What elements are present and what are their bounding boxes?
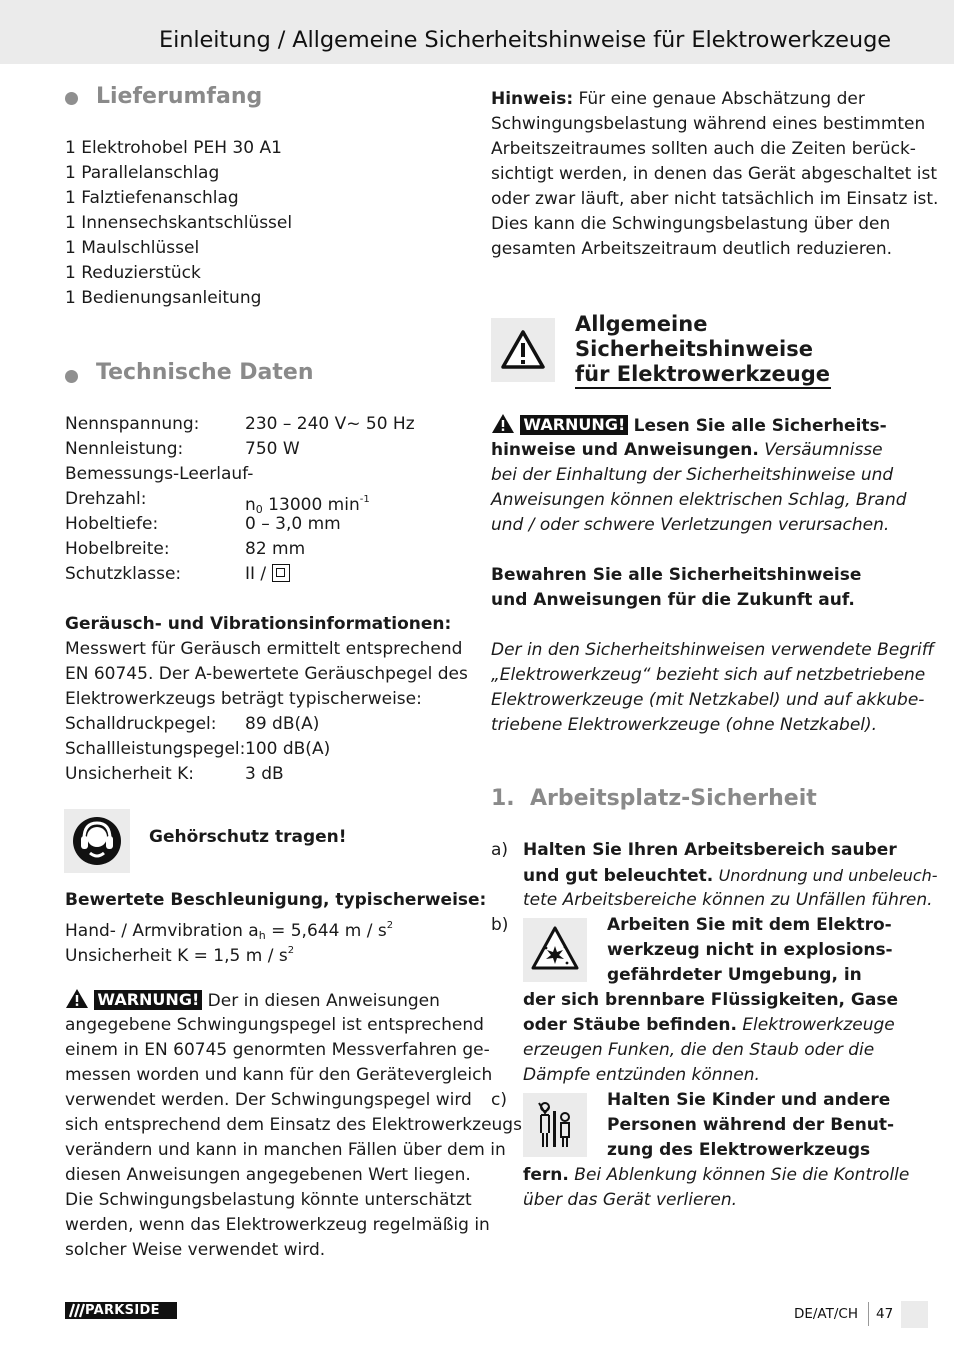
ear-protection-icon bbox=[64, 809, 130, 873]
allgemeine-title-line: Sicherheitshinweise bbox=[575, 337, 813, 361]
uncertainty-sup: 2 bbox=[287, 945, 295, 956]
spec-value: 750 W bbox=[245, 439, 300, 459]
item-c-bold: zung des Elektrowerkzeugs bbox=[607, 1140, 871, 1160]
item-b-line bbox=[523, 1013, 895, 1038]
keep-children-away-icon bbox=[523, 1093, 587, 1157]
spec-label: Schutzklasse: bbox=[65, 564, 182, 584]
gehoerschutz-text: Gehörschutz tragen! bbox=[149, 827, 347, 847]
allgemeine-title-underline bbox=[575, 387, 831, 389]
text-line: bei der Einhaltung der Sicherheitshinweise und bbox=[491, 465, 894, 485]
text-line: Elektrowerkzeugs beträgt typischerweise: bbox=[65, 689, 422, 709]
hinweis-label: Hinweis: bbox=[491, 89, 574, 109]
item-c-bold: Personen während der Benut- bbox=[607, 1115, 895, 1135]
item-a-bold: Halten Sie Ihren Arbeitsbereich sauber bbox=[523, 840, 897, 860]
hinweis-text: Für eine genaue Abschätzung der bbox=[578, 89, 865, 109]
spec-value: 82 mm bbox=[245, 539, 306, 559]
list-marker: b) bbox=[491, 915, 509, 935]
explosion-hazard-icon bbox=[523, 918, 587, 982]
text-line: Arbeitszeitraumes sollten auch die Zeiten berück- bbox=[491, 139, 916, 159]
text-line: einem in EN 60745 genormten Messverfahren ge- bbox=[65, 1040, 490, 1060]
page-title: Einleitung / Allgemeine Sicherheitshinweise für Elektrowerkzeuge bbox=[158, 27, 891, 53]
text-line: Anweisungen können elektrischen Schlag, Brand bbox=[491, 490, 907, 510]
warning-italic-text: Versäumnisse bbox=[764, 440, 883, 460]
text-line: „Elektrowerkzeug“ bezieht sich auf netzbetriebene bbox=[491, 665, 926, 685]
spec-label: Nennleistung: bbox=[65, 439, 184, 459]
bewahren-line: und Anweisungen für die Zukunft auf. bbox=[491, 590, 855, 610]
text-line: Elektrowerkzeuge (mit Netzkabel) und auf akkube- bbox=[491, 690, 925, 710]
lieferumfang-item: 1 Parallelanschlag bbox=[65, 163, 220, 183]
heading-arbeitsplatz: 1. Arbeitsplatz-Sicherheit bbox=[491, 786, 817, 811]
item-b-bold: oder Stäube befinden. bbox=[523, 1015, 737, 1035]
spec-value bbox=[245, 562, 290, 587]
vibration-sup: 2 bbox=[386, 920, 394, 931]
noise-label: Schalldruckpegel: bbox=[65, 714, 217, 734]
heading-beschleunigung: Bewertete Beschleunigung, typischerweise: bbox=[65, 890, 487, 910]
heading-technische-daten: Technische Daten bbox=[96, 360, 314, 385]
allgemeine-title-line: Allgemeine bbox=[575, 312, 708, 336]
spec-label: Bemessungs-Leerlauf- bbox=[65, 464, 254, 484]
warning-triangle-icon bbox=[491, 318, 555, 382]
item-c-italic: über das Gerät verlieren. bbox=[523, 1190, 738, 1210]
text-line: verändern und kann in manchen Fällen über dem in bbox=[65, 1140, 506, 1160]
section-bullet bbox=[65, 92, 78, 105]
item-c-bold: fern. bbox=[523, 1165, 569, 1185]
item-b-italic: Elektrowerkzeuge bbox=[742, 1015, 895, 1035]
text-line: verwendet werden. Der Schwingungspegel wird bbox=[65, 1090, 472, 1110]
text-line: sich entsprechend dem Einsatz des Elektrowerkzeugs bbox=[65, 1115, 522, 1135]
text-line: angegebene Schwingungspegel ist entsprechend bbox=[65, 1015, 484, 1035]
protection-class-icon bbox=[272, 564, 290, 582]
spec-value-main: II / bbox=[245, 564, 272, 584]
vibration-sub: h bbox=[258, 929, 266, 942]
warning-badge: WARNUNG! bbox=[94, 990, 202, 1010]
item-a-line bbox=[523, 863, 938, 889]
text-line: diesen Anweisungen angegebenen Wert liegen. bbox=[65, 1165, 471, 1185]
item-c-italic: Bei Ablenkung können Sie die Kontrolle bbox=[574, 1165, 910, 1185]
item-b-italic: Dämpfe entzünden können. bbox=[523, 1065, 760, 1085]
noise-value: 100 dB(A) bbox=[245, 739, 331, 759]
item-c-line bbox=[523, 1163, 909, 1188]
lieferumfang-item: 1 Bedienungsanleitung bbox=[65, 288, 262, 308]
country-codes: DE/AT/CH bbox=[793, 1306, 858, 1322]
brand-name: PARKSIDE bbox=[85, 1303, 160, 1318]
text-line: solcher Weise verwendet wird. bbox=[65, 1240, 326, 1260]
text-line: triebene Elektrowerkzeuge (ohne Netzkabel). bbox=[491, 715, 878, 735]
item-b-italic: erzeugen Funken, die den Staub oder die bbox=[523, 1040, 875, 1060]
item-b-bold: Arbeiten Sie mit dem Elektro- bbox=[607, 915, 892, 935]
lieferumfang-item: 1 Innensechskantschlüssel bbox=[65, 213, 293, 233]
spec-value-sup: -1 bbox=[359, 494, 370, 505]
item-b-bold: werkzeug nicht in explosions- bbox=[607, 940, 893, 960]
lieferumfang-item: 1 Falztiefenanschlag bbox=[65, 188, 239, 208]
warning-badge: WARNUNG! bbox=[520, 415, 628, 435]
heading-lieferumfang: Lieferumfang bbox=[96, 84, 263, 109]
lieferumfang-item: 1 Elektrohobel PEH 30 A1 bbox=[65, 138, 282, 158]
text-line: Der in den Sicherheitshinweisen verwendete Begriff bbox=[491, 640, 935, 660]
spec-label: Drehzahl: bbox=[65, 489, 147, 509]
item-a-italic: tete Arbeitsbereiche können zu Unfällen führen. bbox=[523, 890, 933, 910]
item-c-bold: Halten Sie Kinder und andere bbox=[607, 1090, 891, 1110]
footer-divider bbox=[868, 1302, 869, 1326]
text-line: Schwingungsbelastung während eines bestimmten bbox=[491, 114, 926, 134]
heading-geraeusch: Geräusch- und Vibrationsinformationen: bbox=[65, 614, 452, 634]
uncertainty-text: Unsicherheit K = 1,5 m / s bbox=[65, 946, 288, 966]
spec-value-sub: 0 bbox=[255, 503, 263, 516]
item-a-bold: und gut beleuchtet. bbox=[523, 866, 714, 886]
spec-label: Nennspannung: bbox=[65, 414, 200, 434]
spec-label: Hobelbreite: bbox=[65, 539, 170, 559]
spec-label: Hobeltiefe: bbox=[65, 514, 159, 534]
list-marker: a) bbox=[491, 840, 509, 860]
noise-label: Unsicherheit K: bbox=[65, 764, 194, 784]
lieferumfang-item: 1 Reduzierstück bbox=[65, 263, 201, 283]
vibration-text: = 5,644 m / s bbox=[265, 921, 387, 941]
text-line: und / oder schwere Verletzungen verursachen. bbox=[491, 515, 890, 535]
warning-bold-text: Lesen Sie alle Sicherheits- bbox=[633, 416, 887, 436]
item-b-bold: gefährdeter Umgebung, in bbox=[607, 965, 862, 985]
text-line: gesamten Arbeitszeitraum deutlich reduzieren. bbox=[491, 239, 893, 259]
warning-bold-text: hinweise und Anweisungen. bbox=[491, 440, 759, 460]
text-line: oder zwar läuft, aber nicht tatsächlich im Einsatz ist. bbox=[491, 189, 939, 209]
noise-label: Schallleistungspegel: bbox=[65, 739, 246, 759]
warning-text: Der in diesen Anweisungen bbox=[207, 991, 440, 1011]
section-bullet bbox=[65, 370, 78, 383]
text-line: Messwert für Geräusch ermittelt entsprechend bbox=[65, 639, 463, 659]
hinweis-line bbox=[491, 87, 865, 112]
item-a-italic: Unordnung und unbeleuch- bbox=[718, 866, 938, 885]
text-line: werden, wenn das Elektrowerkzeug regelmäßig in bbox=[65, 1215, 490, 1235]
noise-value: 3 dB bbox=[245, 764, 284, 784]
page-header bbox=[0, 0, 954, 64]
uncertainty-line bbox=[65, 938, 294, 969]
text-line: Die Schwingungsbelastung könnte unterschätzt bbox=[65, 1190, 472, 1210]
footer-tab bbox=[901, 1301, 928, 1328]
item-b-bold: der sich brennbare Flüssigkeiten, Gase bbox=[523, 990, 898, 1010]
text-line: EN 60745. Der A-bewertete Geräuschpegel des bbox=[65, 664, 468, 684]
noise-value: 89 dB(A) bbox=[245, 714, 320, 734]
text-line: Dies kann die Schwingungsbelastung über den bbox=[491, 214, 891, 234]
vibration-text: Hand- / Armvibration a bbox=[65, 921, 259, 941]
list-marker: c) bbox=[491, 1090, 507, 1110]
spec-value-main: 13000 min bbox=[262, 495, 360, 515]
bewahren-line: Bewahren Sie alle Sicherheitshinweise bbox=[491, 565, 862, 585]
page-number: 47 bbox=[876, 1306, 894, 1322]
lieferumfang-item: 1 Maulschlüssel bbox=[65, 238, 200, 258]
text-line: messen worden und kann für den Gerätevergleich bbox=[65, 1065, 493, 1085]
warning-line bbox=[491, 438, 883, 463]
text-line: sichtigt werden, in denen das Gerät abgeschaltet ist bbox=[491, 164, 937, 184]
allgemeine-title-line: für Elektrowerkzeuge bbox=[575, 362, 830, 386]
spec-value: 230 – 240 V~ 50 Hz bbox=[245, 414, 415, 434]
spec-value: 0 – 3,0 mm bbox=[245, 514, 341, 534]
parkside-logo bbox=[65, 1302, 177, 1319]
spec-value-prefix: n bbox=[245, 495, 256, 515]
